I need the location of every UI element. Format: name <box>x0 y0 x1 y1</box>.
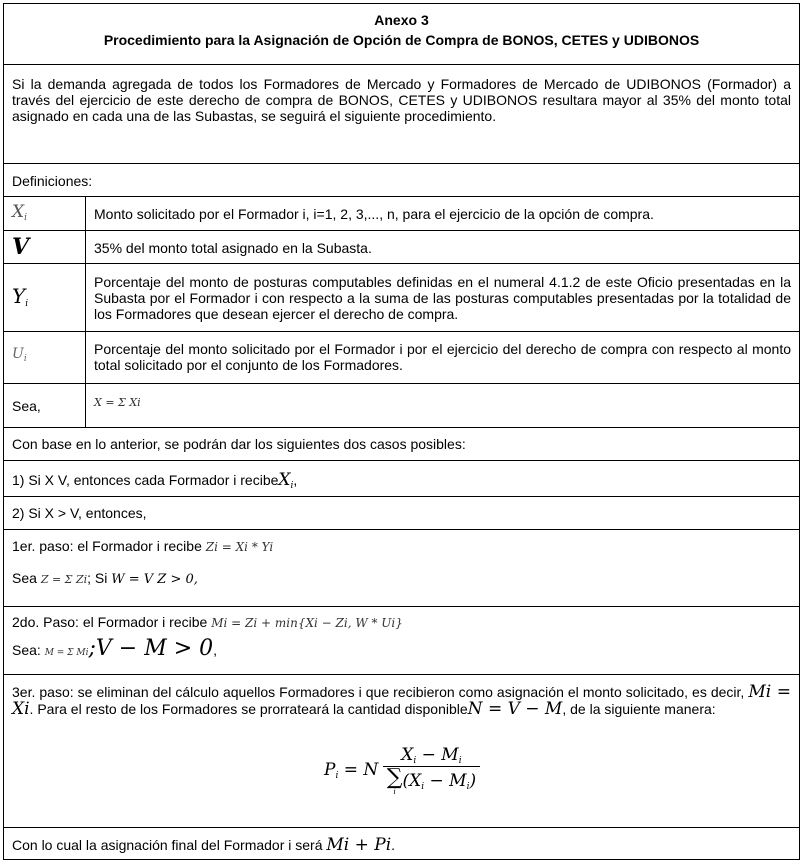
symbol-y: $Y_i$ <box>12 284 29 309</box>
case-2-row <box>4 496 799 529</box>
step-1-line-2: Sea Z = Σ Zi; Si W = V Z > 0, <box>12 570 198 587</box>
case-1-text: 1) Si X V, entonces cada Formador i recibeX$_i$, <box>12 470 298 491</box>
sea-formula: X = Σ Xi <box>94 396 141 409</box>
definition-text-u: Porcentaje del monto solicitado por el Formador i por el ejercicio del derecho de compra con respecto al monto total solicitado por el conjunto de los Formadores. <box>94 341 791 373</box>
step-3-formula-b: N = V − M <box>467 699 563 719</box>
annex-title: Anexo 3 <box>374 12 429 28</box>
step-1-formula-sum-z: Z = Σ Zi <box>40 573 88 586</box>
definitions-header-row <box>4 163 799 196</box>
title-row <box>4 4 799 64</box>
step-2-line-2: Sea: M = Σ Mi;V − M > 0, <box>12 636 218 661</box>
definition-row-v <box>4 230 799 263</box>
sea-row <box>4 383 799 427</box>
symbol-u: $U_i$ <box>12 346 27 364</box>
step-2-line-1: 2do. Paso: el Formador i recibe Mi = Zi + min{Xi − Zi, W * Ui} <box>12 614 403 630</box>
step-1-formula-z: Zi = Xi * Yi <box>205 540 274 554</box>
definition-text-x: Monto solicitado por el Formador i, i=1, 2, 3,..., n, para el ejercicio de la opción de compra. <box>94 206 654 222</box>
step-3-main-formula: $P_i = N$ $X_i - M_i$ ∑ i $(X_i - M_i)$ <box>324 745 480 796</box>
case-1-row <box>4 460 799 496</box>
step-1-line-1: 1er. paso: el Formador i recibe Zi = Xi * Yi <box>12 538 274 554</box>
step-1-formula-w: W = V Z > 0, <box>111 572 198 587</box>
step-1-row <box>4 529 799 606</box>
step-2-formula-vm: ;V − M > 0 <box>88 636 214 661</box>
step-3-text: 3er. paso: se eliminan del cálculo aquellos Formadores i que recibieron como asignación el monto solicitado, es decir, Mi = Xi. Para el resto de los Formadores se prorrateará la cantidad disponibleN = V − M, de la siguiente manera: <box>12 682 791 719</box>
definition-text-v: 35% del monto total asignado en la Subasta. <box>94 240 372 256</box>
step-2-row <box>4 606 799 674</box>
cases-intro-text: Con base en lo anterior, se podrán dar los siguientes dos casos posibles: <box>12 436 466 452</box>
step-3-row <box>4 674 799 827</box>
sea-label: Sea, <box>12 398 41 414</box>
cases-intro-row <box>4 427 799 460</box>
annex-subtitle: Procedimiento para la Asignación de Opción de Compra de BONOS, CETES y UDIBONOS <box>103 32 700 48</box>
step-2-formula-sum-m: M = Σ Mi <box>44 648 89 658</box>
annex-table <box>3 3 800 860</box>
symbol-x: $X_i$ <box>12 202 27 223</box>
symbol-v: V <box>12 234 30 260</box>
definition-text-y: Porcentaje del monto de posturas computables definidas en el numeral 4.1.2 de este Oficio presentadas en la Subasta por el Formador i con respecto a la suma de las posturas computables presentadas por la totalidad de los Formadores que desean ejercer el derecho de compra. <box>94 274 791 322</box>
definitions-label: Definiciones: <box>12 173 93 189</box>
final-row <box>4 827 799 859</box>
case-2-text: 2) Si X > V, entonces, <box>12 505 147 521</box>
step-3-formula-a: Mi = Xi <box>12 682 791 719</box>
step-2-formula-m: Mi = Zi + min{Xi − Zi, W * Ui} <box>211 616 403 630</box>
definition-row-u <box>4 331 799 383</box>
intro-row <box>4 64 799 163</box>
final-formula: Mi + Pi <box>326 835 392 855</box>
intro-paragraph: Si la demanda agregada de todos los Formadores de Mercado y Formadores de Mercado de UDIBONOS (Formador) a través del ejercicio de este derecho de compra de BONOS, CETES y UDIBONOS resultara mayor al 35% del monto total asignado en cada una de las Subastas, se seguirá el siguiente procedimiento. <box>12 76 791 124</box>
definition-row-x <box>4 196 799 230</box>
final-text: Con lo cual la asignación final del Formador i será Mi + Pi. <box>12 835 396 855</box>
definition-row-y <box>4 263 799 331</box>
